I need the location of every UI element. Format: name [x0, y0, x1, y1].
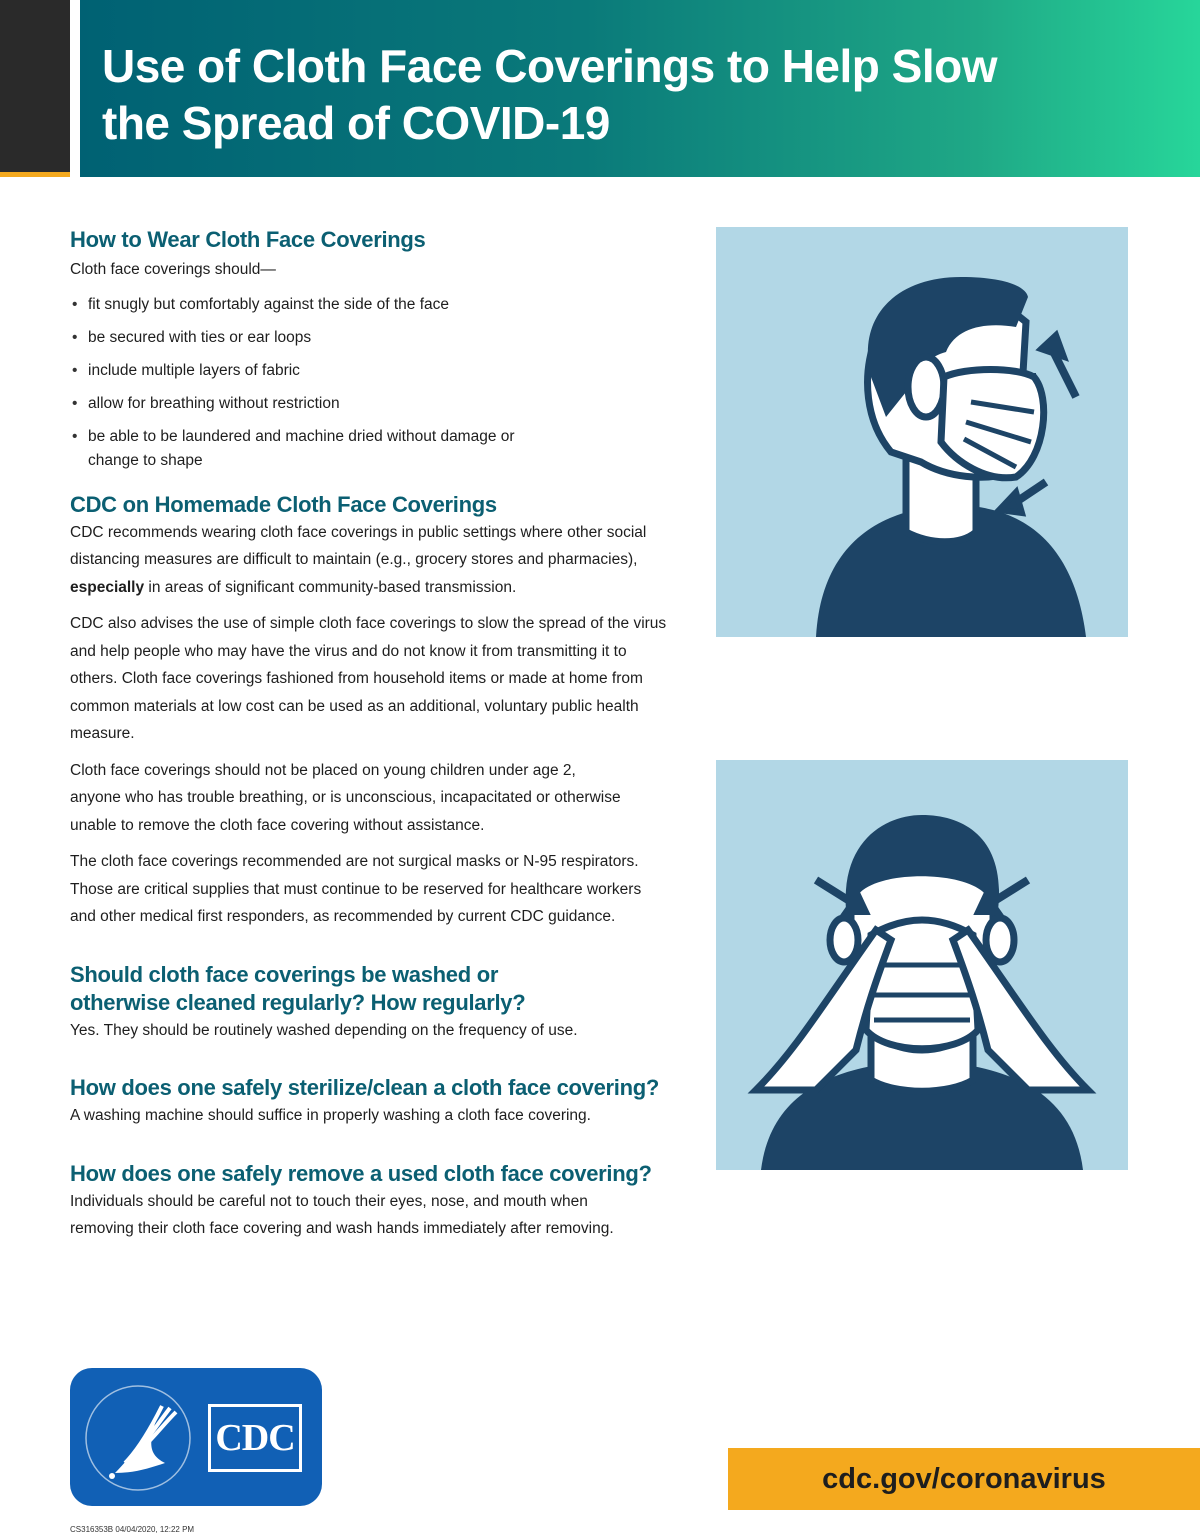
remove-text: Individuals should be careful not to touch their eyes, nose, and mouth when removing their cloth face covering and wash hands immediately after removing. [70, 1192, 614, 1237]
homemade-paragraph-1 [70, 519, 670, 602]
homemade-p1-text-end: in areas of significant community-based transmission. [144, 578, 517, 596]
hhs-cdc-logo [70, 1368, 322, 1506]
section-heading-wear: How to Wear Cloth Face Coverings [70, 227, 426, 252]
main-column [70, 226, 670, 1243]
wear-bullet-list [70, 293, 670, 473]
section-heading-washed: Should cloth face coverings be washed or otherwise cleaned regularly? How regularly? [70, 961, 526, 1015]
sterilize-text: A washing machine should suffice in properly washing a cloth face covering. [70, 1107, 591, 1124]
wear-intro: Cloth face coverings should— [70, 261, 276, 278]
section-heading-homemade: CDC on Homemade Cloth Face Coverings [70, 491, 497, 517]
homemade-p1-text: CDC recommends wearing cloth face coverings in public settings where other social distancing measures are difficult to maintain (e.g., grocery stores and pharmacies), [70, 523, 647, 568]
hhs-seal-icon [70, 1368, 200, 1506]
list-item: • allow for breathing without restriction [70, 392, 670, 416]
homemade-paragraph-2: CDC also advises the use of simple cloth face coverings to slow the spread of the virus and help people who may have the virus and do not know it from transmitting it to others. Cloth face coverings fashioned from household items or made at home from common materials at low cost can be used as an additional, voluntary public health measure. [70, 615, 667, 742]
illustration-front-view [716, 760, 1128, 1170]
homemade-paragraph-3: Cloth face coverings should not be placed on young children under age 2, anyone who has trouble breathing, or is unconscious, incapacitated or otherwise unable to remove the cloth face covering without assistance. [70, 761, 621, 834]
illustration-side-profile [716, 227, 1128, 637]
list-item: • fit snugly but comfortably against the side of the face [70, 293, 670, 317]
homemade-p1-emphasis: especially [70, 578, 145, 596]
list-item: • be secured with ties or ear loops [70, 326, 670, 350]
person-mask-front-icon [716, 760, 1128, 1170]
footer-code: CS316353B 04/04/2020, 12:22 PM [70, 1525, 195, 1534]
list-item: • be able to be laundered and machine dried without damage or change to shape [70, 425, 568, 473]
page-title: Use of Cloth Face Coverings to Help Slow the Spread of COVID-19 [102, 40, 998, 149]
header-accent-bar [0, 172, 70, 177]
header-dark-block [0, 0, 70, 172]
cdc-logo-text: CDC [215, 1417, 295, 1459]
website-url[interactable]: cdc.gov/coronavirus [728, 1448, 1200, 1510]
cdc-logo-box [208, 1404, 302, 1472]
section-heading-sterilize: How does one safely sterilize/clean a cloth face covering? [70, 1075, 660, 1100]
homemade-paragraph-4: The cloth face coverings recommended are not surgical masks or N-95 respirators. Those are critical supplies that must continue to be reserved for healthcare workers and other medical first responders, as recommended by current CDC guidance. [70, 853, 642, 925]
section-heading-remove: How does one safely remove a used cloth face covering? [70, 1160, 652, 1186]
person-mask-side-icon [716, 227, 1128, 637]
list-item: • include multiple layers of fabric [70, 359, 670, 383]
washed-text: Yes. They should be routinely washed depending on the frequency of use. [70, 1021, 578, 1039]
